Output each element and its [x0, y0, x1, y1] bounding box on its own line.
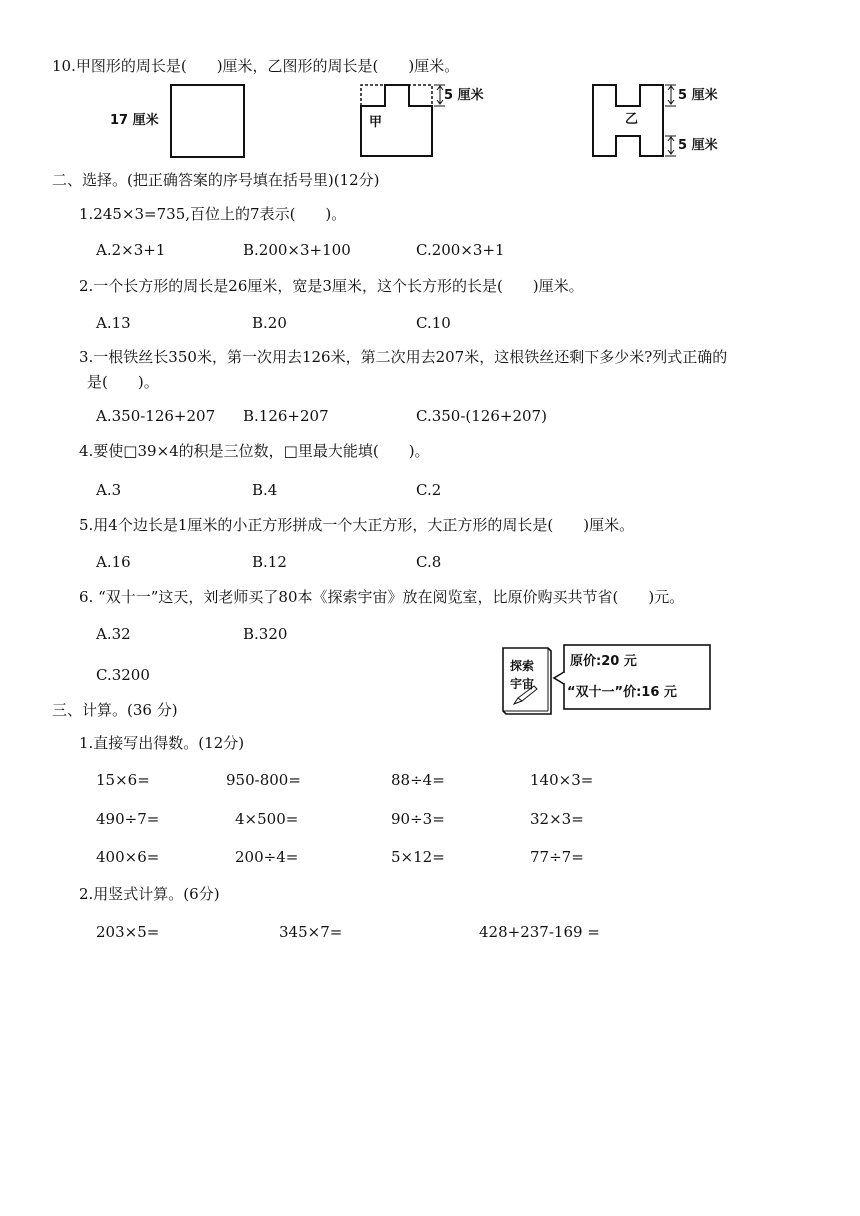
- s2-q5-option-c: C.8: [416, 553, 442, 571]
- calc-item: 200÷4=: [235, 848, 299, 866]
- calc-item: 140×3=: [530, 771, 594, 789]
- s2-q4-option-a: A.3: [96, 481, 122, 499]
- s2-q1-option-c: C.200×3+1: [416, 241, 505, 259]
- calc-item: 90÷3=: [391, 810, 445, 828]
- s2-q2-option-c: C.10: [416, 314, 451, 332]
- book-title-line2: 宇宙: [510, 677, 535, 691]
- s2-q4-option-b: B.4: [252, 481, 278, 499]
- s2-q1-option-b: B.200×3+100: [243, 241, 351, 259]
- calc-item: 88÷4=: [391, 771, 445, 789]
- s3-sub2-title: 2.用竖式计算。(6分): [79, 885, 220, 903]
- original-price-label: 原价:20 元: [570, 654, 637, 669]
- jia-label: 甲: [369, 115, 383, 130]
- s2-q3-text-line1: 3.一根铁丝长350米，第一次用去126米，第二次用去207米，这根铁丝还剩下多少米?列式正确的: [79, 348, 728, 366]
- s2-q3-option-a: A.350-126+207: [96, 407, 216, 425]
- s2-q3-option-c: C.350-(126+207): [416, 407, 547, 425]
- calc-item: 15×6=: [96, 771, 150, 789]
- calc-item: 5×12=: [391, 848, 445, 866]
- s2-q5-option-b: B.12: [252, 553, 287, 571]
- s2-q2-text: 2.一个长方形的周长是26厘米，宽是3厘米，这个长方形的长是( )厘米。: [79, 277, 584, 295]
- s2-q6-option-b: B.320: [243, 625, 288, 643]
- s2-q1-option-a: A.2×3+1: [96, 241, 166, 259]
- calc-item: 77÷7=: [530, 848, 584, 866]
- jia-dimension-label: 5 厘米: [444, 88, 484, 103]
- sale-price-label: “双十一”价:16 元: [567, 685, 677, 700]
- section2-heading: 二、选择。(把正确答案的序号填在括号里)(12分): [52, 171, 380, 189]
- s2-q4-text: 4.要使□39×4的积是三位数，□里最大能填( )。: [79, 442, 430, 460]
- s2-q6-text: 6. “双十一”这天，刘老师买了80本《探索宇宙》放在阅览室，比原价购买共节省( )元。: [79, 588, 685, 606]
- s2-q3-option-b: B.126+207: [243, 407, 329, 425]
- yi-label: 乙: [625, 112, 639, 127]
- yi-dimension-bottom-label: 5 厘米: [678, 138, 718, 153]
- calc-item: 4×500=: [235, 810, 299, 828]
- vertical-calc-item: 203×5=: [96, 923, 160, 941]
- s3-sub1-title: 1.直接写出得数。(12分): [79, 734, 245, 752]
- s2-q4-option-c: C.2: [416, 481, 442, 499]
- s2-q1-text: 1.245×3=735,百位上的7表示( )。: [79, 205, 347, 223]
- q10-text: 10.甲图形的周长是( )厘米，乙图形的周长是( )厘米。: [52, 57, 460, 75]
- yi-figure: [590, 80, 690, 162]
- square-figure: [168, 82, 248, 160]
- vertical-calc-item: 345×7=: [279, 923, 343, 941]
- calc-item: 950-800=: [226, 771, 301, 789]
- s2-q5-option-a: A.16: [96, 553, 131, 571]
- s2-q6-option-a: A.32: [96, 625, 131, 643]
- s2-q2-option-b: B.20: [252, 314, 287, 332]
- section3-heading: 三、计算。(36 分): [52, 701, 178, 719]
- vertical-calc-item: 428+237-169 =: [479, 923, 600, 941]
- calc-item: 490÷7=: [96, 810, 160, 828]
- square-side-label: 17 厘米: [110, 113, 159, 128]
- book-title-line1: 探索: [510, 659, 535, 673]
- s2-q6-option-c: C.3200: [96, 666, 150, 684]
- s2-q2-option-a: A.13: [96, 314, 131, 332]
- yi-dimension-top-label: 5 厘米: [678, 88, 718, 103]
- s2-q3-text-line2: 是( )。: [87, 373, 159, 391]
- calc-item: 400×6=: [96, 848, 160, 866]
- s2-q5-text: 5.用4个边长是1厘米的小正方形拼成一个大正方形，大正方形的周长是( )厘米。: [79, 516, 635, 534]
- calc-item: 32×3=: [530, 810, 584, 828]
